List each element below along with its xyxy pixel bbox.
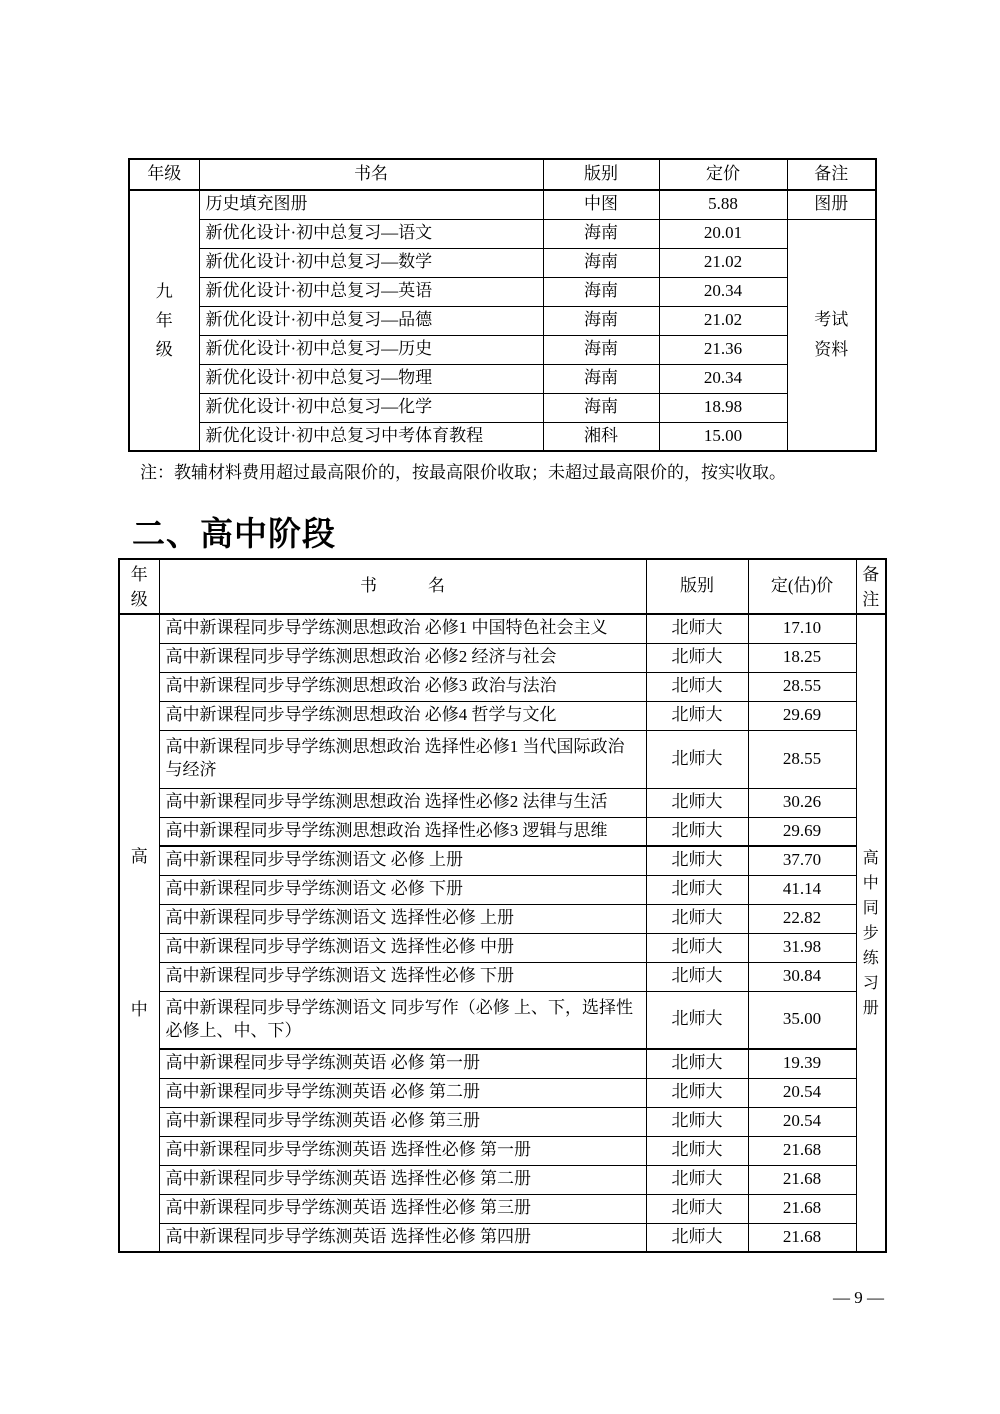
remark-label: 考试资料 <box>814 309 849 359</box>
table-row <box>119 1194 886 1223</box>
table-header-row <box>129 159 876 190</box>
price: 31.98 <box>748 933 856 962</box>
remark-merged-cell <box>856 614 886 1252</box>
table-row <box>119 904 886 933</box>
col-header-remark-label: 备注 <box>862 564 880 609</box>
book-name: 高中新课程同步导学练测英语 选择性必修 第四册 <box>159 1223 646 1252</box>
senior-high-price-table <box>118 558 887 1253</box>
table-row <box>119 875 886 904</box>
book-name: 高中新课程同步导学练测英语 必修 第二册 <box>159 1078 646 1107</box>
table-row <box>129 422 876 451</box>
price: 21.68 <box>748 1136 856 1165</box>
table-row <box>119 962 886 991</box>
table-note: 注：教辅材料费用超过最高限价的，按最高限价收取；未超过最高限价的，按实收取。 <box>140 463 786 482</box>
grade-label: 高中 <box>130 847 148 1019</box>
col-header-book-name: 书名 <box>199 159 543 190</box>
edition: 海南 <box>543 306 659 335</box>
book-name: 高中新课程同步导学练测语文 必修 上册 <box>159 846 646 875</box>
table-row <box>119 817 886 846</box>
price: 41.14 <box>748 875 856 904</box>
book-name: 高中新课程同步导学练测英语 选择性必修 第三册 <box>159 1194 646 1223</box>
edition: 北师大 <box>646 817 748 846</box>
table-row <box>119 846 886 875</box>
grade-merged-cell <box>129 190 199 451</box>
book-name: 高中新课程同步导学练测思想政治 必修3 政治与法治 <box>159 672 646 701</box>
book-name: 新优化设计·初中总复习—数学 <box>199 248 543 277</box>
col-header-grade-label: 年级 <box>130 564 148 609</box>
price: 22.82 <box>748 904 856 933</box>
price: 18.25 <box>748 643 856 672</box>
table-row <box>119 991 886 1049</box>
col-header-remark: 备注 <box>787 159 876 190</box>
price: 20.34 <box>659 364 787 393</box>
table-row <box>129 393 876 422</box>
price: 21.36 <box>659 335 787 364</box>
col-header-book-name: 书 名 <box>159 559 646 614</box>
edition: 北师大 <box>646 904 748 933</box>
edition: 北师大 <box>646 1107 748 1136</box>
edition: 北师大 <box>646 788 748 817</box>
book-name: 高中新课程同步导学练测英语 选择性必修 第二册 <box>159 1165 646 1194</box>
book-name: 新优化设计·初中总复习—物理 <box>199 364 543 393</box>
book-name: 高中新课程同步导学练测英语 选择性必修 第一册 <box>159 1136 646 1165</box>
table-row <box>119 643 886 672</box>
table-row <box>129 306 876 335</box>
table-row <box>119 1107 886 1136</box>
edition: 北师大 <box>646 643 748 672</box>
table-row <box>129 277 876 306</box>
col-header-edition: 版别 <box>646 559 748 614</box>
price: 35.00 <box>748 991 856 1049</box>
table-row <box>119 1136 886 1165</box>
book-name: 历史填充图册 <box>199 190 543 219</box>
table-row <box>119 1049 886 1078</box>
edition: 北师大 <box>646 1136 748 1165</box>
table-row <box>119 1078 886 1107</box>
price: 21.02 <box>659 306 787 335</box>
book-name: 高中新课程同步导学练测语文 选择性必修 中册 <box>159 933 646 962</box>
price: 29.69 <box>748 701 856 730</box>
book-name: 高中新课程同步导学练测英语 必修 第三册 <box>159 1107 646 1136</box>
edition: 北师大 <box>646 730 748 788</box>
table-row <box>119 701 886 730</box>
table-row <box>129 364 876 393</box>
table-row <box>119 672 886 701</box>
table-row <box>119 614 886 643</box>
table-row <box>119 730 886 788</box>
edition: 海南 <box>543 393 659 422</box>
col-header-grade: 年级 <box>129 159 199 190</box>
book-name: 新优化设计·初中总复习—历史 <box>199 335 543 364</box>
grade-label: 九年级 <box>155 282 173 359</box>
price: 18.98 <box>659 393 787 422</box>
remark-label: 高中同步练习册 <box>862 849 879 1017</box>
book-name: 高中新课程同步导学练测思想政治 选择性必修1 当代国际政治与经济 <box>159 730 646 788</box>
page-number: — 9 — <box>833 1288 884 1307</box>
book-name: 高中新课程同步导学练测思想政治 必修2 经济与社会 <box>159 643 646 672</box>
edition: 北师大 <box>646 1078 748 1107</box>
edition: 中图 <box>543 190 659 219</box>
price: 29.69 <box>748 817 856 846</box>
col-header-edition: 版别 <box>543 159 659 190</box>
edition: 北师大 <box>646 875 748 904</box>
price: 15.00 <box>659 422 787 451</box>
price: 21.68 <box>748 1223 856 1252</box>
edition: 海南 <box>543 219 659 248</box>
edition: 北师大 <box>646 672 748 701</box>
price: 20.34 <box>659 277 787 306</box>
book-name: 新优化设计·初中总复习—化学 <box>199 393 543 422</box>
book-name: 新优化设计·初中总复习—英语 <box>199 277 543 306</box>
price: 37.70 <box>748 846 856 875</box>
book-name: 高中新课程同步导学练测英语 必修 第一册 <box>159 1049 646 1078</box>
table-row <box>129 335 876 364</box>
table-row <box>129 190 876 219</box>
table-row <box>129 219 876 248</box>
edition: 北师大 <box>646 1165 748 1194</box>
book-name: 高中新课程同步导学练测思想政治 必修4 哲学与文化 <box>159 701 646 730</box>
price: 28.55 <box>748 672 856 701</box>
price: 17.10 <box>748 614 856 643</box>
book-name: 高中新课程同步导学练测语文 选择性必修 上册 <box>159 904 646 933</box>
col-header-remark <box>856 559 886 614</box>
book-name: 新优化设计·初中总复习中考体育教程 <box>199 422 543 451</box>
table-row <box>119 933 886 962</box>
book-name: 高中新课程同步导学练测语文 选择性必修 下册 <box>159 962 646 991</box>
edition: 北师大 <box>646 962 748 991</box>
table-row <box>119 1223 886 1252</box>
remark: 图册 <box>787 190 876 219</box>
book-name: 高中新课程同步导学练测思想政治 必修1 中国特色社会主义 <box>159 614 646 643</box>
book-name: 高中新课程同步导学练测语文 必修 下册 <box>159 875 646 904</box>
book-name: 新优化设计·初中总复习—语文 <box>199 219 543 248</box>
edition: 湘科 <box>543 422 659 451</box>
book-name: 新优化设计·初中总复习—品德 <box>199 306 543 335</box>
price: 21.68 <box>748 1194 856 1223</box>
col-header-price: 定(估)价 <box>748 559 856 614</box>
grade-merged-cell <box>119 614 159 1252</box>
price: 30.84 <box>748 962 856 991</box>
junior-grade-price-table <box>128 158 877 452</box>
price: 30.26 <box>748 788 856 817</box>
edition: 北师大 <box>646 933 748 962</box>
edition: 北师大 <box>646 1049 748 1078</box>
price: 19.39 <box>748 1049 856 1078</box>
col-header-price: 定价 <box>659 159 787 190</box>
book-name: 高中新课程同步导学练测思想政治 选择性必修2 法律与生活 <box>159 788 646 817</box>
table-header-row <box>119 559 886 614</box>
price: 28.55 <box>748 730 856 788</box>
book-name: 高中新课程同步导学练测思想政治 选择性必修3 逻辑与思维 <box>159 817 646 846</box>
edition: 海南 <box>543 277 659 306</box>
price: 21.68 <box>748 1165 856 1194</box>
table-row <box>129 248 876 277</box>
edition: 北师大 <box>646 614 748 643</box>
price: 20.54 <box>748 1078 856 1107</box>
price: 5.88 <box>659 190 787 219</box>
edition: 海南 <box>543 364 659 393</box>
section-heading: 二、高中阶段 <box>132 515 336 552</box>
price: 20.01 <box>659 219 787 248</box>
edition: 北师大 <box>646 701 748 730</box>
edition: 北师大 <box>646 1194 748 1223</box>
edition: 北师大 <box>646 1223 748 1252</box>
price: 21.02 <box>659 248 787 277</box>
edition: 北师大 <box>646 846 748 875</box>
table-row <box>119 788 886 817</box>
col-header-grade <box>119 559 159 614</box>
edition: 海南 <box>543 248 659 277</box>
remark-merged-cell <box>787 219 876 451</box>
edition: 海南 <box>543 335 659 364</box>
book-name: 高中新课程同步导学练测语文 同步写作（必修 上、下，选择性必修上、中、下） <box>159 991 646 1049</box>
table-row <box>119 1165 886 1194</box>
edition: 北师大 <box>646 991 748 1049</box>
price: 20.54 <box>748 1107 856 1136</box>
